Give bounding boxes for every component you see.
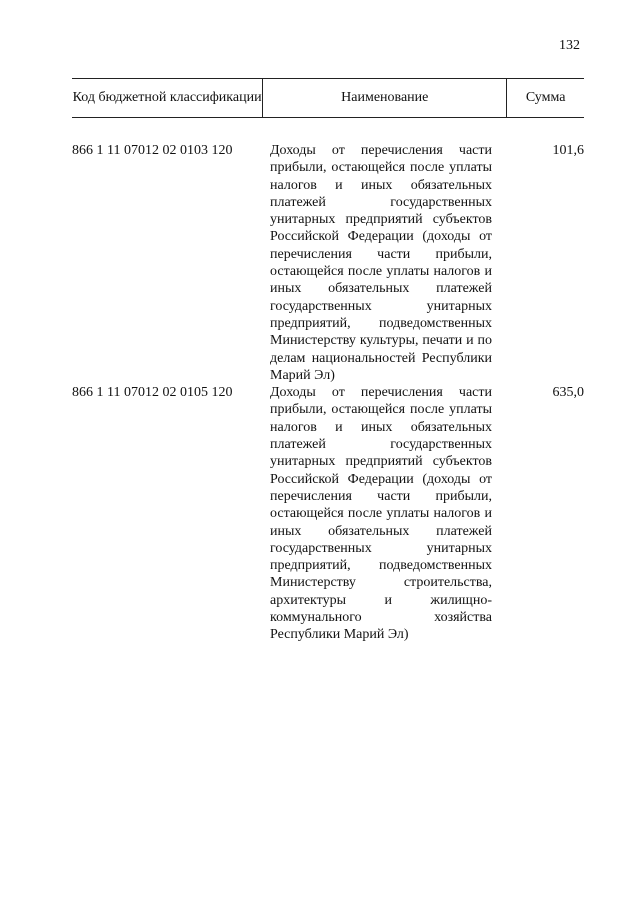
row-code: 866 1 11 07012 02 0105 120: [72, 385, 233, 401]
row-sum: 101,6: [552, 143, 584, 158]
row-name: Доходы от перечисления части прибыли, остающейся после уплаты налогов и иных обязательных платежей государственных унитарных предприятий субъектов Российской Федерации (доходы от перечисления части прибыли, остающейся после уплаты налогов и иных обязательных платежей государственных унитарных предприятий, подведомственных Министерству культуры, печати и по делам национальностей Республики Марий Эл): [270, 143, 492, 383]
header-code: Код бюджетной классификации: [72, 90, 262, 105]
header-name: Наименование: [262, 79, 507, 117]
budget-table: [72, 78, 584, 644]
table-header: [72, 78, 584, 118]
table-row: [72, 384, 584, 643]
table-body: [72, 118, 584, 644]
row-sum: 635,0: [552, 385, 584, 401]
row-name: Доходы от перечисления части прибыли, остающейся после уплаты налогов и иных обязательных платежей государственных унитарных предприятий субъектов Российской Федерации (доходы от перечисления части прибыли, остающейся после уплаты налогов и иных обязательных платежей государственных унитарных предприятий, подведомственных Министерству строительства, архитектуры и жилищно-коммунального хозяйства Республики Марий Эл): [270, 385, 492, 643]
row-code: 866 1 11 07012 02 0103 120: [72, 143, 233, 158]
page-number: 132: [559, 38, 580, 53]
table-row: [72, 142, 584, 384]
header-sum: Сумма: [525, 90, 566, 105]
